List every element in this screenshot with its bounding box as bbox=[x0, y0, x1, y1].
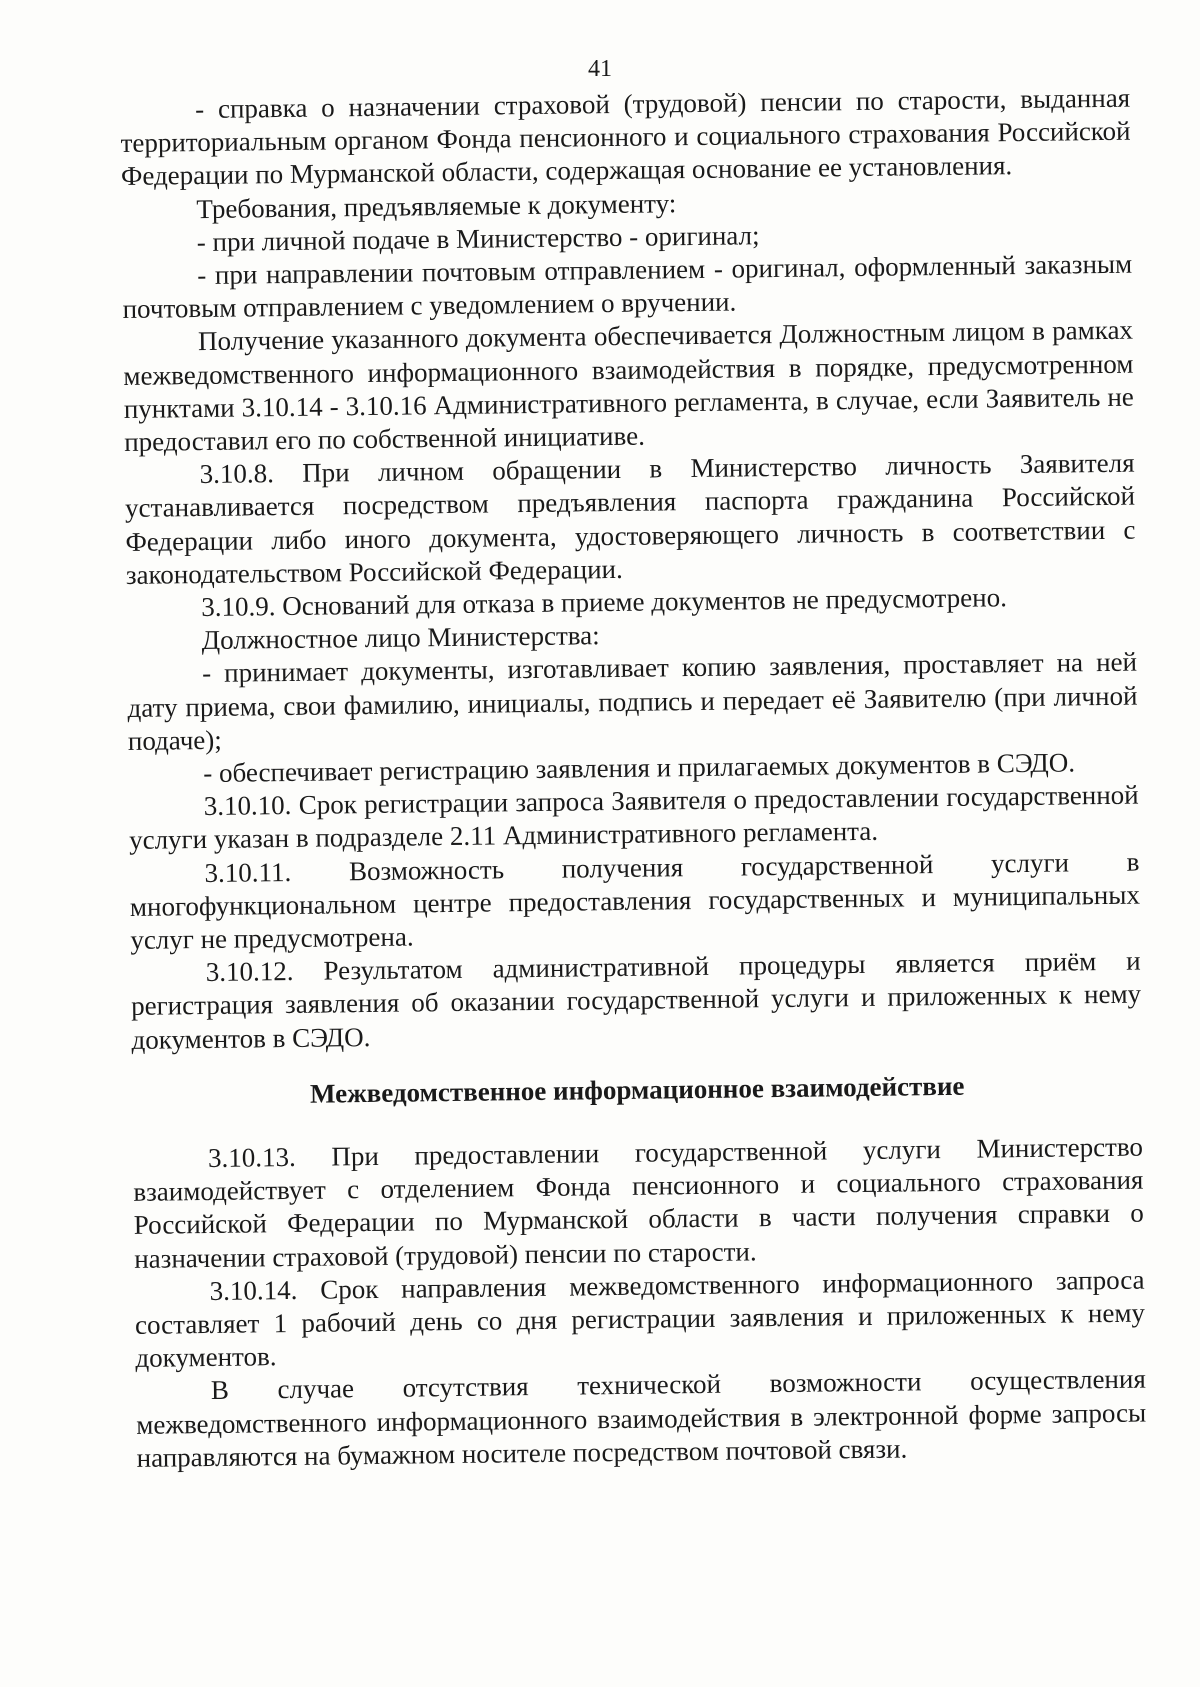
paragraph-3-10-11: 3.10.11. Возможность получения государственной услуги в многофункциональном центре предоставления государственных и муниципальных услуг не предусмотрена. bbox=[129, 846, 1141, 956]
paragraph-3-10-8: 3.10.8. При личном обращении в Министерство личность Заявителя устанавливается посредством предъявления паспорта гражданина Российской Федерации либо иного документа, удостоверяющего личность в соответствии с законодательством Российской Федерации. bbox=[124, 447, 1136, 590]
paragraph-personal-submission: - при личной подаче в Министерство - оригинал; bbox=[196, 220, 760, 257]
paragraph-registration: - обеспечивает регистрацию заявления и прилагаемых документов в СЭДО. bbox=[203, 747, 1076, 789]
paragraph-obtaining-document: Получение указанного документа обеспечивается Должностным лицом в рамках межведомственного информационного взаимодействия в порядке, предусмотренном пунктами 3.10.14 - 3.10.16 Административного регламента, в случае, если Заявитель не предоставил его по собственной инициативе. bbox=[123, 315, 1134, 458]
paragraph-accepts-documents: - принимает документы, изготавливает копию заявления, проставляет на ней дату приема, свои фамилию, инициалы, подпись и передает её Заявителю (при личной подаче); bbox=[127, 647, 1138, 756]
section-heading: Межведомственное информационное взаимодействие bbox=[309, 1070, 965, 1109]
paragraph-official: Должностное лицо Министерства: bbox=[201, 620, 600, 656]
document-body bbox=[120, 82, 1147, 1475]
paragraph-3-10-9: 3.10.9. Оснований для отказа в приеме документов не предусмотрено. bbox=[201, 582, 1008, 623]
page-number: 41 bbox=[588, 56, 612, 82]
paragraph-3-10-13: 3.10.13. При предоставлении государственной услуги Министерство взаимодействует с отделением Фонда пенсионного и социального страхования Российской Федерации по Мурманской области в части получения справки о назначении страховой (трудовой) пенсии по старости. bbox=[133, 1131, 1144, 1274]
paragraph-postal-submission: - при направлении почтовым отправлением - оригинал, оформленный заказным почтовым отправлением с уведомлением о вручении. bbox=[122, 248, 1133, 325]
paragraph-3-10-10: 3.10.10. Срок регистрации запроса Заявителя о предоставлении государственной услуги указан в подразделе 2.11 Административного регламента. bbox=[128, 779, 1139, 856]
paragraph-3-10-12: 3.10.12. Результатом административной процедуры является приём и регистрация заявления об оказании государственной услуги и приложенных к нему документов в СЭДО. bbox=[130, 945, 1142, 1055]
paragraph-3-10-14: 3.10.14. Срок направления межведомственного информационного запроса составляет 1 рабочий день со дня регистрации заявления и приложенных к нему документов. bbox=[134, 1264, 1146, 1374]
paragraph-paper-requests: В случае отсутствия технической возможности осуществления межведомственного информационного взаимодействия в электронной форме запросы направляются на бумажном носителе посредством почтовой связи. bbox=[136, 1363, 1147, 1473]
paragraph-requirements: Требования, предъявляемые к документу: bbox=[196, 187, 677, 224]
paragraph-certificate: - справка о назначении страховой (трудовой) пенсии по старости, выданная территориальным органом Фонда пенсионного и социального страхования Российской Федерации по Мурманской области, содержащая основание ее установления. bbox=[120, 82, 1131, 192]
